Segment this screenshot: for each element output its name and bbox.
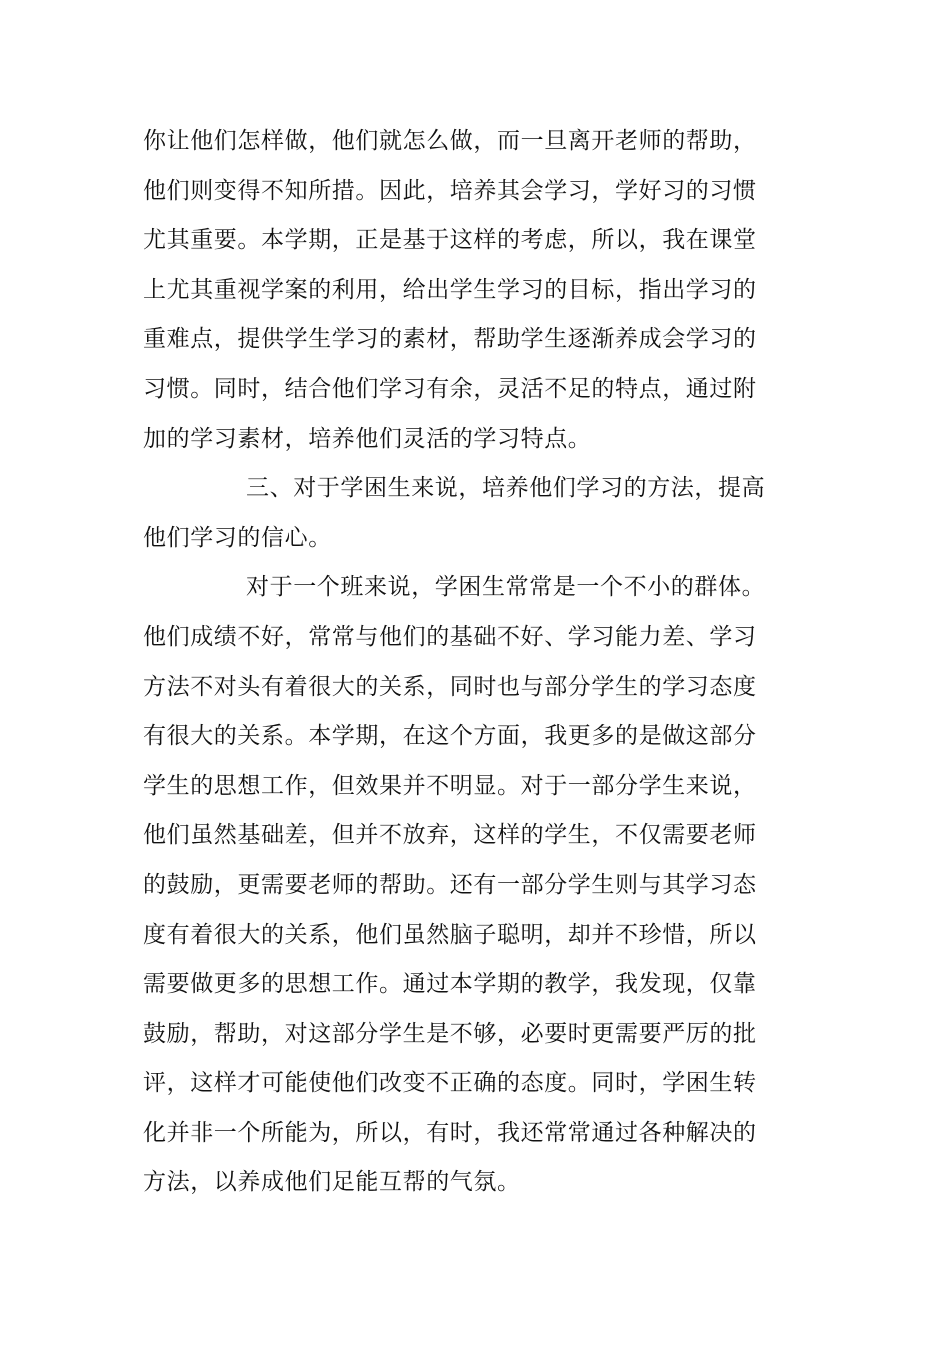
text-line: 方法，以养成他们足能互帮的气氛。 — [143, 1169, 521, 1196]
text-line: 化并非一个所能为，所以，有时，我还常常通过各种解决的 — [143, 1119, 757, 1146]
text-line: 鼓励，帮助，对这部分学生是不够，必要时更需要严厉的批 — [143, 1020, 757, 1047]
text-line: 评，这样才可能使他们改变不正确的态度。同时，学困生转 — [143, 1070, 757, 1097]
text-line: 他们虽然基础差，但并不放弃，这样的学生，不仅需要老师 — [143, 822, 757, 849]
text-line: 学生的思想工作，但效果并不明显。对于一部分学生来说， — [143, 772, 757, 799]
text-line: 重难点，提供学生学习的素材，帮助学生逐渐养成会学习的 — [143, 326, 757, 353]
text-line: 尤其重要。本学期，正是基于这样的考虑，所以，我在课堂 — [143, 227, 757, 254]
text-line: 你让他们怎样做，他们就怎么做，而一旦离开老师的帮助， — [143, 128, 757, 154]
text-line: 的鼓励，更需要老师的帮助。还有一部分学生则与其学习态 — [143, 871, 757, 898]
text-line: 他们成绩不好，常常与他们的基础不好、学习能力差、学习 — [143, 623, 757, 650]
document-body — [143, 117, 766, 1208]
text-line: 度有着很大的关系，他们虽然脑子聪明，却并不珍惜，所以 — [143, 921, 757, 948]
section-heading-continuation: 他们学习的信心。 — [143, 524, 332, 551]
section-heading: 三、对于学困生来说，培养他们学习的方法，提高 — [246, 475, 766, 502]
text-line: 需要做更多的思想工作。通过本学期的教学，我发现，仅靠 — [143, 971, 757, 998]
paragraph-first-line: 对于一个班来说，学困生常常是一个不小的群体。 — [246, 574, 766, 601]
text-line: 有很大的关系。本学期，在这个方面，我更多的是做这部分 — [143, 723, 757, 750]
text-line: 他们则变得不知所措。因此，培养其会学习，学好习的习惯 — [143, 177, 757, 204]
text-line: 加的学习素材，培养他们灵活的学习特点。 — [143, 425, 592, 452]
text-line: 上尤其重视学案的利用，给出学生学习的目标，指出学习的 — [143, 276, 757, 303]
text-line: 习惯。同时，结合他们学习有余，灵活不足的特点，通过附 — [143, 375, 757, 402]
text-line: 方法不对头有着很大的关系，同时也与部分学生的学习态度 — [143, 673, 757, 700]
